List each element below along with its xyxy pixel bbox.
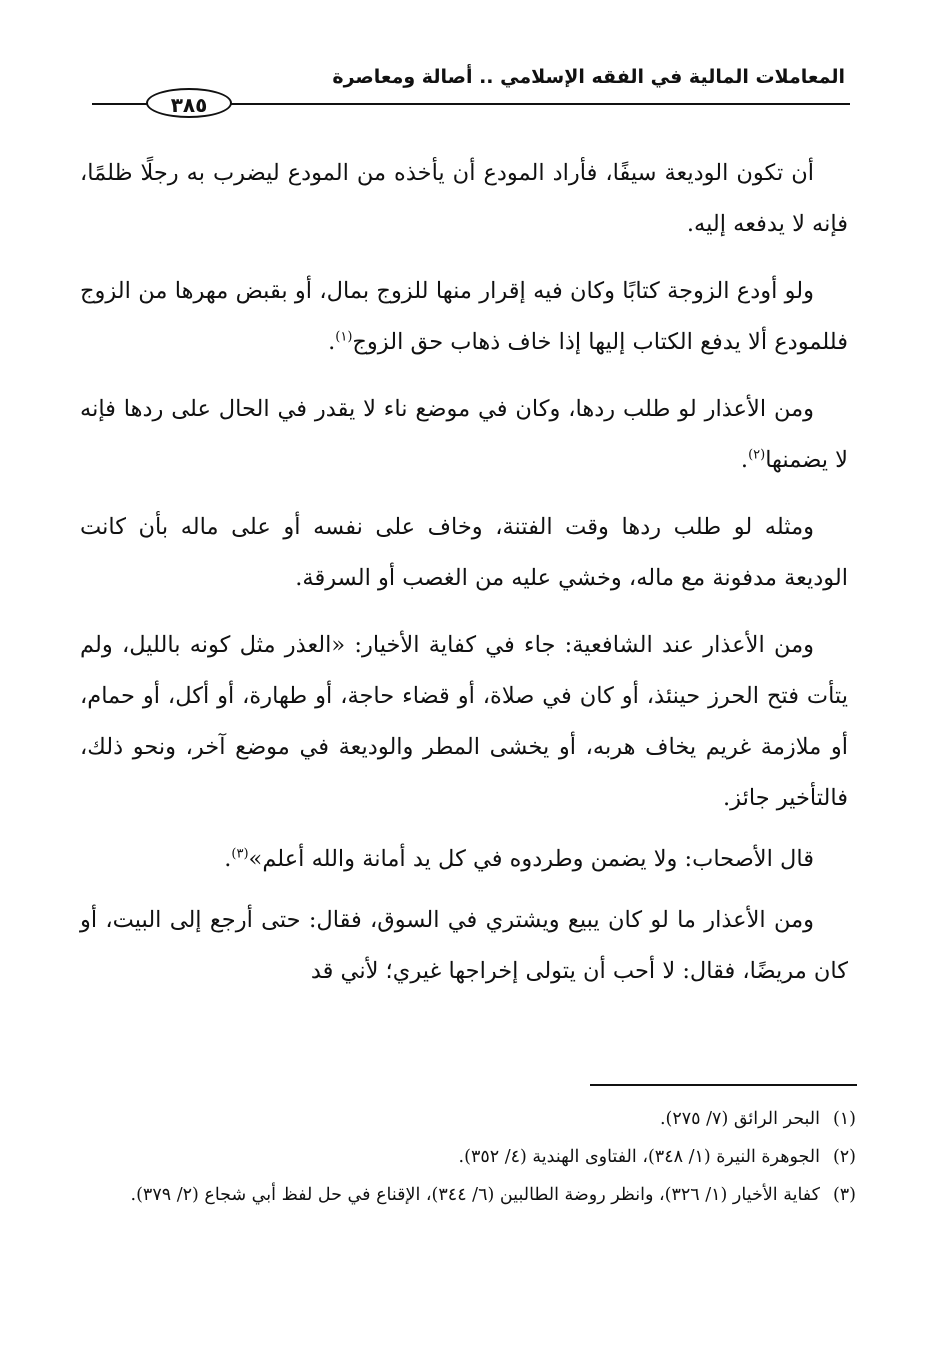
- paragraph-2: [80, 266, 848, 368]
- footnote-number: (٢): [832, 1147, 856, 1167]
- footnote-2: [84, 1138, 856, 1176]
- paragraph-5-text: ومن الأعذار عند الشافعية: جاء في كفاية الأخيار: «العذر مثل كونه بالليل، ولم يتأت فتح الحرز حينئذ، أو كان في صلاة، أو قضاء حاجة، أو طهارة، أو أكل، أو حمام، أو ملازمة غريم يخاف هربه، أو يخشى المطر والوديعة في موضع آخر، ونحو ذلك، فالتأخير جائز.: [80, 632, 848, 811]
- footnote-number: (٣): [832, 1185, 856, 1205]
- footnote-ref-3: (٣): [231, 846, 249, 862]
- paragraph-2-text: ولو أودع الزوجة كتابًا وكان فيه إقرار منها للزوج بمال، أو بقبض مهرها من الزوج فللمودع ألا يدفع الكتاب إليها إذا خاف ذهاب حق الزوج: [80, 278, 848, 355]
- paragraph-6: [80, 834, 848, 885]
- paragraph-6-end: .: [224, 846, 232, 872]
- page-number-badge: ٣٨٥: [146, 88, 232, 118]
- footnote-3: [84, 1176, 856, 1214]
- paragraph-1-text: أن تكون الوديعة سيفًا، فأراد المودع أن يأخذه من المودع ليضرب به رجلًا ظلمًا، فإنه لا يدفعه إليه.: [80, 160, 848, 237]
- paragraph-6-text: قال الأصحاب: ولا يضمن وطردوه في كل يد أمانة والله أعلم»: [248, 846, 814, 872]
- footnote-text: البحر الرائق (٧/ ٢٧٥).: [659, 1109, 820, 1129]
- paragraph-3: [80, 384, 848, 486]
- footnote-ref-1: (١): [335, 329, 353, 345]
- paragraph-2-end: .: [328, 329, 336, 355]
- footnote-number: (١): [832, 1109, 856, 1129]
- footnote-text: الجوهرة النيرة (١/ ٣٤٨)، الفتاوى الهندية (٤/ ٣٥٢).: [458, 1147, 820, 1167]
- paragraph-3-end: .: [740, 447, 749, 473]
- footnote-text: كفاية الأخيار (١/ ٣٢٦)، وانظر روضة الطالبين (٦/ ٣٤٤)، الإقناع في حل لفظ أبي شجاع (٢/ ٣٧٩).: [130, 1185, 820, 1205]
- paragraph-7: [80, 895, 848, 997]
- paragraph-4-text: ومثله لو طلب ردها وقت الفتنة، وخاف على نفسه أو على ماله بأن كانت الوديعة مدفونة مع ماله، وخشي عليه من الغصب أو السرقة.: [80, 514, 848, 591]
- footnote-ref-2: (٢): [748, 447, 766, 463]
- main-text: [80, 148, 848, 1013]
- paragraph-5: [80, 620, 848, 824]
- footnote-1: [84, 1100, 856, 1138]
- paragraph-4: [80, 502, 848, 604]
- paragraph-7-text: ومن الأعذار ما لو كان يبيع ويشتري في السوق، فقال: حتى أرجع إلى البيت، أو كان مريضًا، فقال: لا أحب أن يتولى إخراجها غيري؛ لأني قد: [80, 907, 848, 984]
- footnote-divider: [590, 1084, 857, 1086]
- running-header-title: المعاملات المالية في الفقه الإسلامي .. أصالة ومعاصرة: [332, 66, 845, 88]
- paragraph-1: [80, 148, 848, 250]
- footnotes: [84, 1100, 856, 1214]
- paragraph-3-text: ومن الأعذار لو طلب ردها، وكان في موضع ناء لا يقدر في الحال على ردها فإنه لا يضمنها: [80, 396, 848, 473]
